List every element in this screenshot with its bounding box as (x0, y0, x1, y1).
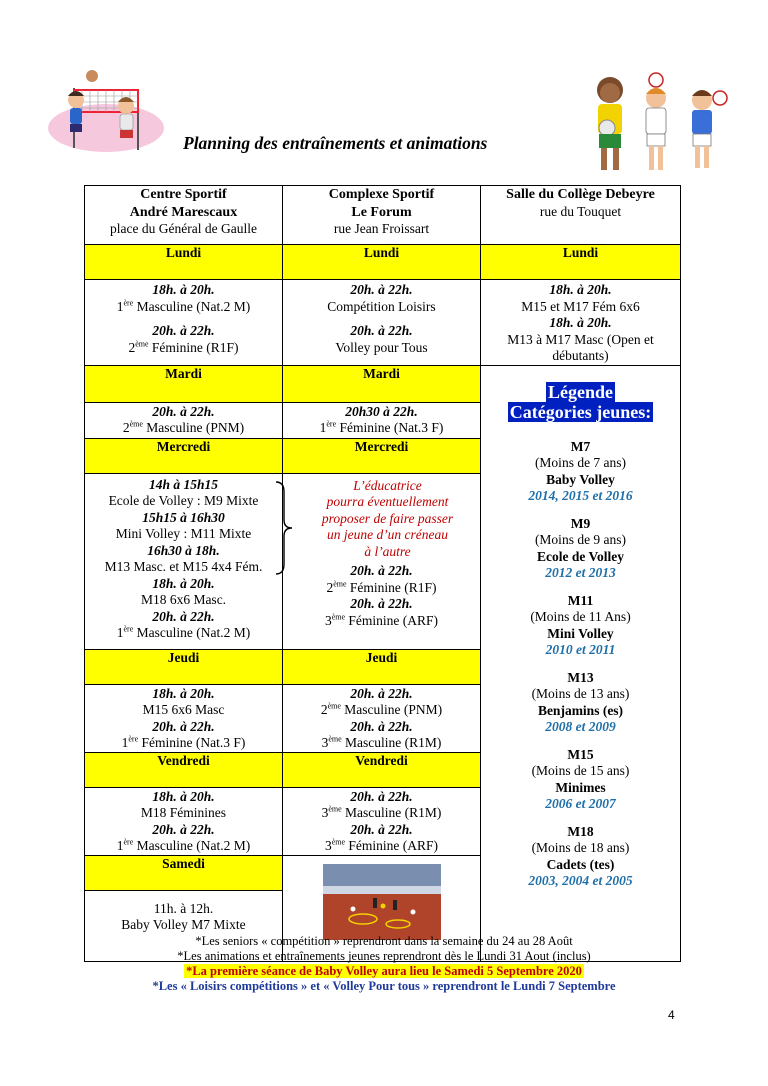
curly-brace-icon (274, 480, 296, 576)
slot-time: 15h15 à 16h30 (142, 509, 225, 525)
volleyball-kids-illustration-right (582, 68, 732, 180)
slot-label: 3ème Masculine (R1M) (321, 804, 442, 820)
educator-note: L’éducatrice pourra éventuellement proposer de faire passer un jeune d’un créneau à l’autre (321, 477, 454, 559)
slot-time: 20h. à 22h. (350, 596, 413, 611)
slot-label: 1ère Féminine (Nat.3 F) (319, 419, 444, 435)
legend-category-m15: M15 (Moins de 15 ans) Minimes 2006 et 2007 (531, 746, 630, 811)
footnote-baby-volley: *La première séance de Baby Volley aura lieu le Samedi 5 Septembre 2020 (186, 964, 582, 978)
day-label-vendredi-1: Vendredi (85, 752, 283, 787)
slot-time: 20h. à 22h. (350, 685, 413, 701)
mercredi-venue-1-slots (85, 473, 283, 649)
slot-time: 18h. à 20h. (152, 575, 215, 591)
lundi-venue-2-slots (283, 280, 481, 366)
lundi-slots-row (85, 280, 681, 366)
vendredi-venue-1-slots (85, 787, 283, 855)
slot-label: 3ème Féminine (ARF) (324, 837, 439, 853)
venue-1-name: Centre Sportif (140, 187, 227, 202)
volleyball-kids-illustration-left (46, 70, 166, 155)
legend-title-line2: Catégories jeunes: (509, 402, 652, 422)
mardi-venue-2-slots (283, 402, 481, 438)
schedule-table (84, 185, 681, 962)
gym-photo (323, 864, 441, 940)
slot-label: M18 Féminines (140, 805, 227, 820)
mercredi-venue-2-slots (283, 473, 481, 649)
slot-label: 3ème Féminine (ARF) (324, 612, 439, 628)
day-label-lundi-3: Lundi (481, 245, 681, 280)
legend-cell (481, 365, 681, 961)
slot-label: Volley pour Tous (335, 339, 428, 355)
day-label-mardi-1: Mardi (85, 365, 283, 402)
day-label-vendredi-2: Vendredi (283, 752, 481, 787)
lundi-header-row (85, 245, 681, 280)
venue-3-name: Salle du Collège Debeyre (506, 187, 655, 202)
venue-3 (481, 186, 681, 245)
day-label-mardi-2: Mardi (283, 365, 481, 402)
slot-label: Compétition Loisirs (327, 298, 436, 314)
slot-label: M15 6x6 Masc (142, 702, 225, 717)
lundi-venue-1-slots (85, 280, 283, 366)
slot-label: M18 6x6 Masc. (140, 592, 227, 607)
slot-label: 1ère Féminine (Nat.3 F) (121, 734, 246, 750)
slot-time: 18h. à 20h. (152, 282, 215, 297)
lundi-venue-3-slots (481, 280, 681, 366)
slot-label: Ecole de Volley : M9 Mixte (108, 493, 259, 508)
slot-label: 1ère Masculine (Nat.2 M) (116, 298, 251, 314)
slot-label: 2ème Féminine (R1F) (326, 579, 437, 595)
legend-category-m18: M18 (Moins de 18 ans) Cadets (tes) 2003, 2004 et 2005 (528, 823, 633, 888)
slot-time: 20h. à 22h. (350, 788, 413, 804)
jeudi-venue-1-slots (85, 684, 283, 752)
venue-1-name2: André Marescaux (129, 204, 238, 220)
page-title: Planning des entraînements et animations (183, 133, 488, 153)
slot-time: 14h à 15h15 (148, 476, 219, 492)
mardi-venue-1-slots (85, 402, 283, 438)
slot-time: 20h. à 22h. (152, 821, 215, 837)
slot-label: M15 et M17 Fém 6x6 (521, 298, 640, 314)
slot-time: 20h. à 22h. (152, 323, 215, 338)
legend-category-m11: M11 (Moins de 11 Ans) Mini Volley 2010 et 2011 (530, 592, 631, 657)
slot-label: 2ème Masculine (PNM) (320, 701, 443, 717)
venue-3-address: rue du Touquet (539, 203, 622, 219)
legend-category-m7: M7 (Moins de 7 ans) Baby Volley 2014, 2015 et 2016 (528, 438, 633, 503)
slot-label: Mini Volley : M11 Mixte (115, 526, 252, 541)
slot-label: 3ème Masculine (R1M) (321, 734, 442, 750)
slot-time: 20h. à 22h. (152, 608, 215, 624)
day-label-jeudi-1: Jeudi (85, 649, 283, 684)
slot-label: Baby Volley M7 Mixte (121, 917, 246, 932)
slot-time: 18h. à 20h. (549, 315, 612, 330)
day-label-mercredi-1: Mercredi (85, 438, 283, 473)
slot-label: 2ème Masculine (PNM) (122, 419, 245, 435)
slot-label: 1ère Masculine (Nat.2 M) (116, 837, 251, 853)
legend-title-line1: Légende (548, 381, 613, 402)
slot-time: 20h. à 22h. (350, 821, 413, 837)
slot-time: 20h. à 22h. (152, 403, 215, 419)
venue-1-address: place du Général de Gaulle (110, 221, 257, 236)
day-label-mercredi-2: Mercredi (283, 438, 481, 473)
venue-header-row (85, 186, 681, 245)
day-label-lundi-1: Lundi (85, 245, 283, 280)
venue-2-name2: Le Forum (351, 204, 412, 220)
slot-time: 20h. à 22h. (350, 282, 413, 297)
legend-title (481, 366, 680, 423)
venue-2-name: Complexe Sportif (328, 187, 435, 202)
slot-time: 20h. à 22h. (350, 718, 413, 734)
footnote-seniors: *Les seniors « compétition » reprendront dans la semaine du 24 au 28 Août (195, 934, 573, 948)
slot-time: 11h. à 12h. (153, 900, 214, 916)
day-label-jeudi-2: Jeudi (283, 649, 481, 684)
slot-time: 18h. à 20h. (152, 788, 215, 804)
page-number: 4 (668, 1008, 675, 1022)
day-label-samedi: Samedi (85, 855, 283, 890)
slot-time: 18h. à 20h. (152, 685, 215, 701)
vendredi-venue-2-slots (283, 787, 481, 855)
slot-time: 20h. à 22h. (350, 563, 413, 578)
slot-time: 20h. à 22h. (152, 718, 215, 734)
slot-label: 2ème Féminine (R1F) (128, 339, 239, 355)
slot-label: 1ère Masculine (Nat.2 M) (116, 624, 251, 640)
slot-label: M13 à M17 Masc (Open et débutants) (507, 331, 654, 363)
slot-time: 20h30 à 22h. (345, 403, 418, 419)
venue-2 (283, 186, 481, 245)
venue-1 (85, 186, 283, 245)
mardi-header-row (85, 365, 681, 402)
slot-time: 18h. à 20h. (549, 282, 612, 297)
jeudi-venue-2-slots (283, 684, 481, 752)
day-label-lundi-2: Lundi (283, 245, 481, 280)
slot-label: M13 Masc. et M15 4x4 Fém. (104, 559, 263, 574)
legend-category-m9: M9 (Moins de 9 ans) Ecole de Volley 2012 et 2013 (534, 515, 627, 580)
slot-time: 20h. à 22h. (350, 323, 413, 338)
footnote-loisirs: *Les « Loisirs compétitions » et « Volley Pour tous » reprendront le Lundi 7 Septembre (152, 979, 616, 993)
footnote-jeunes: *Les animations et entraînements jeunes reprendront dès le Lundi 31 Aout (inclus) (177, 949, 591, 963)
legend-category-m13: M13 (Moins de 13 ans) Benjamins (es) 2008 et 2009 (531, 669, 630, 734)
slot-time: 16h30 à 18h. (147, 542, 220, 558)
venue-2-address: rue Jean Froissart (333, 221, 430, 236)
